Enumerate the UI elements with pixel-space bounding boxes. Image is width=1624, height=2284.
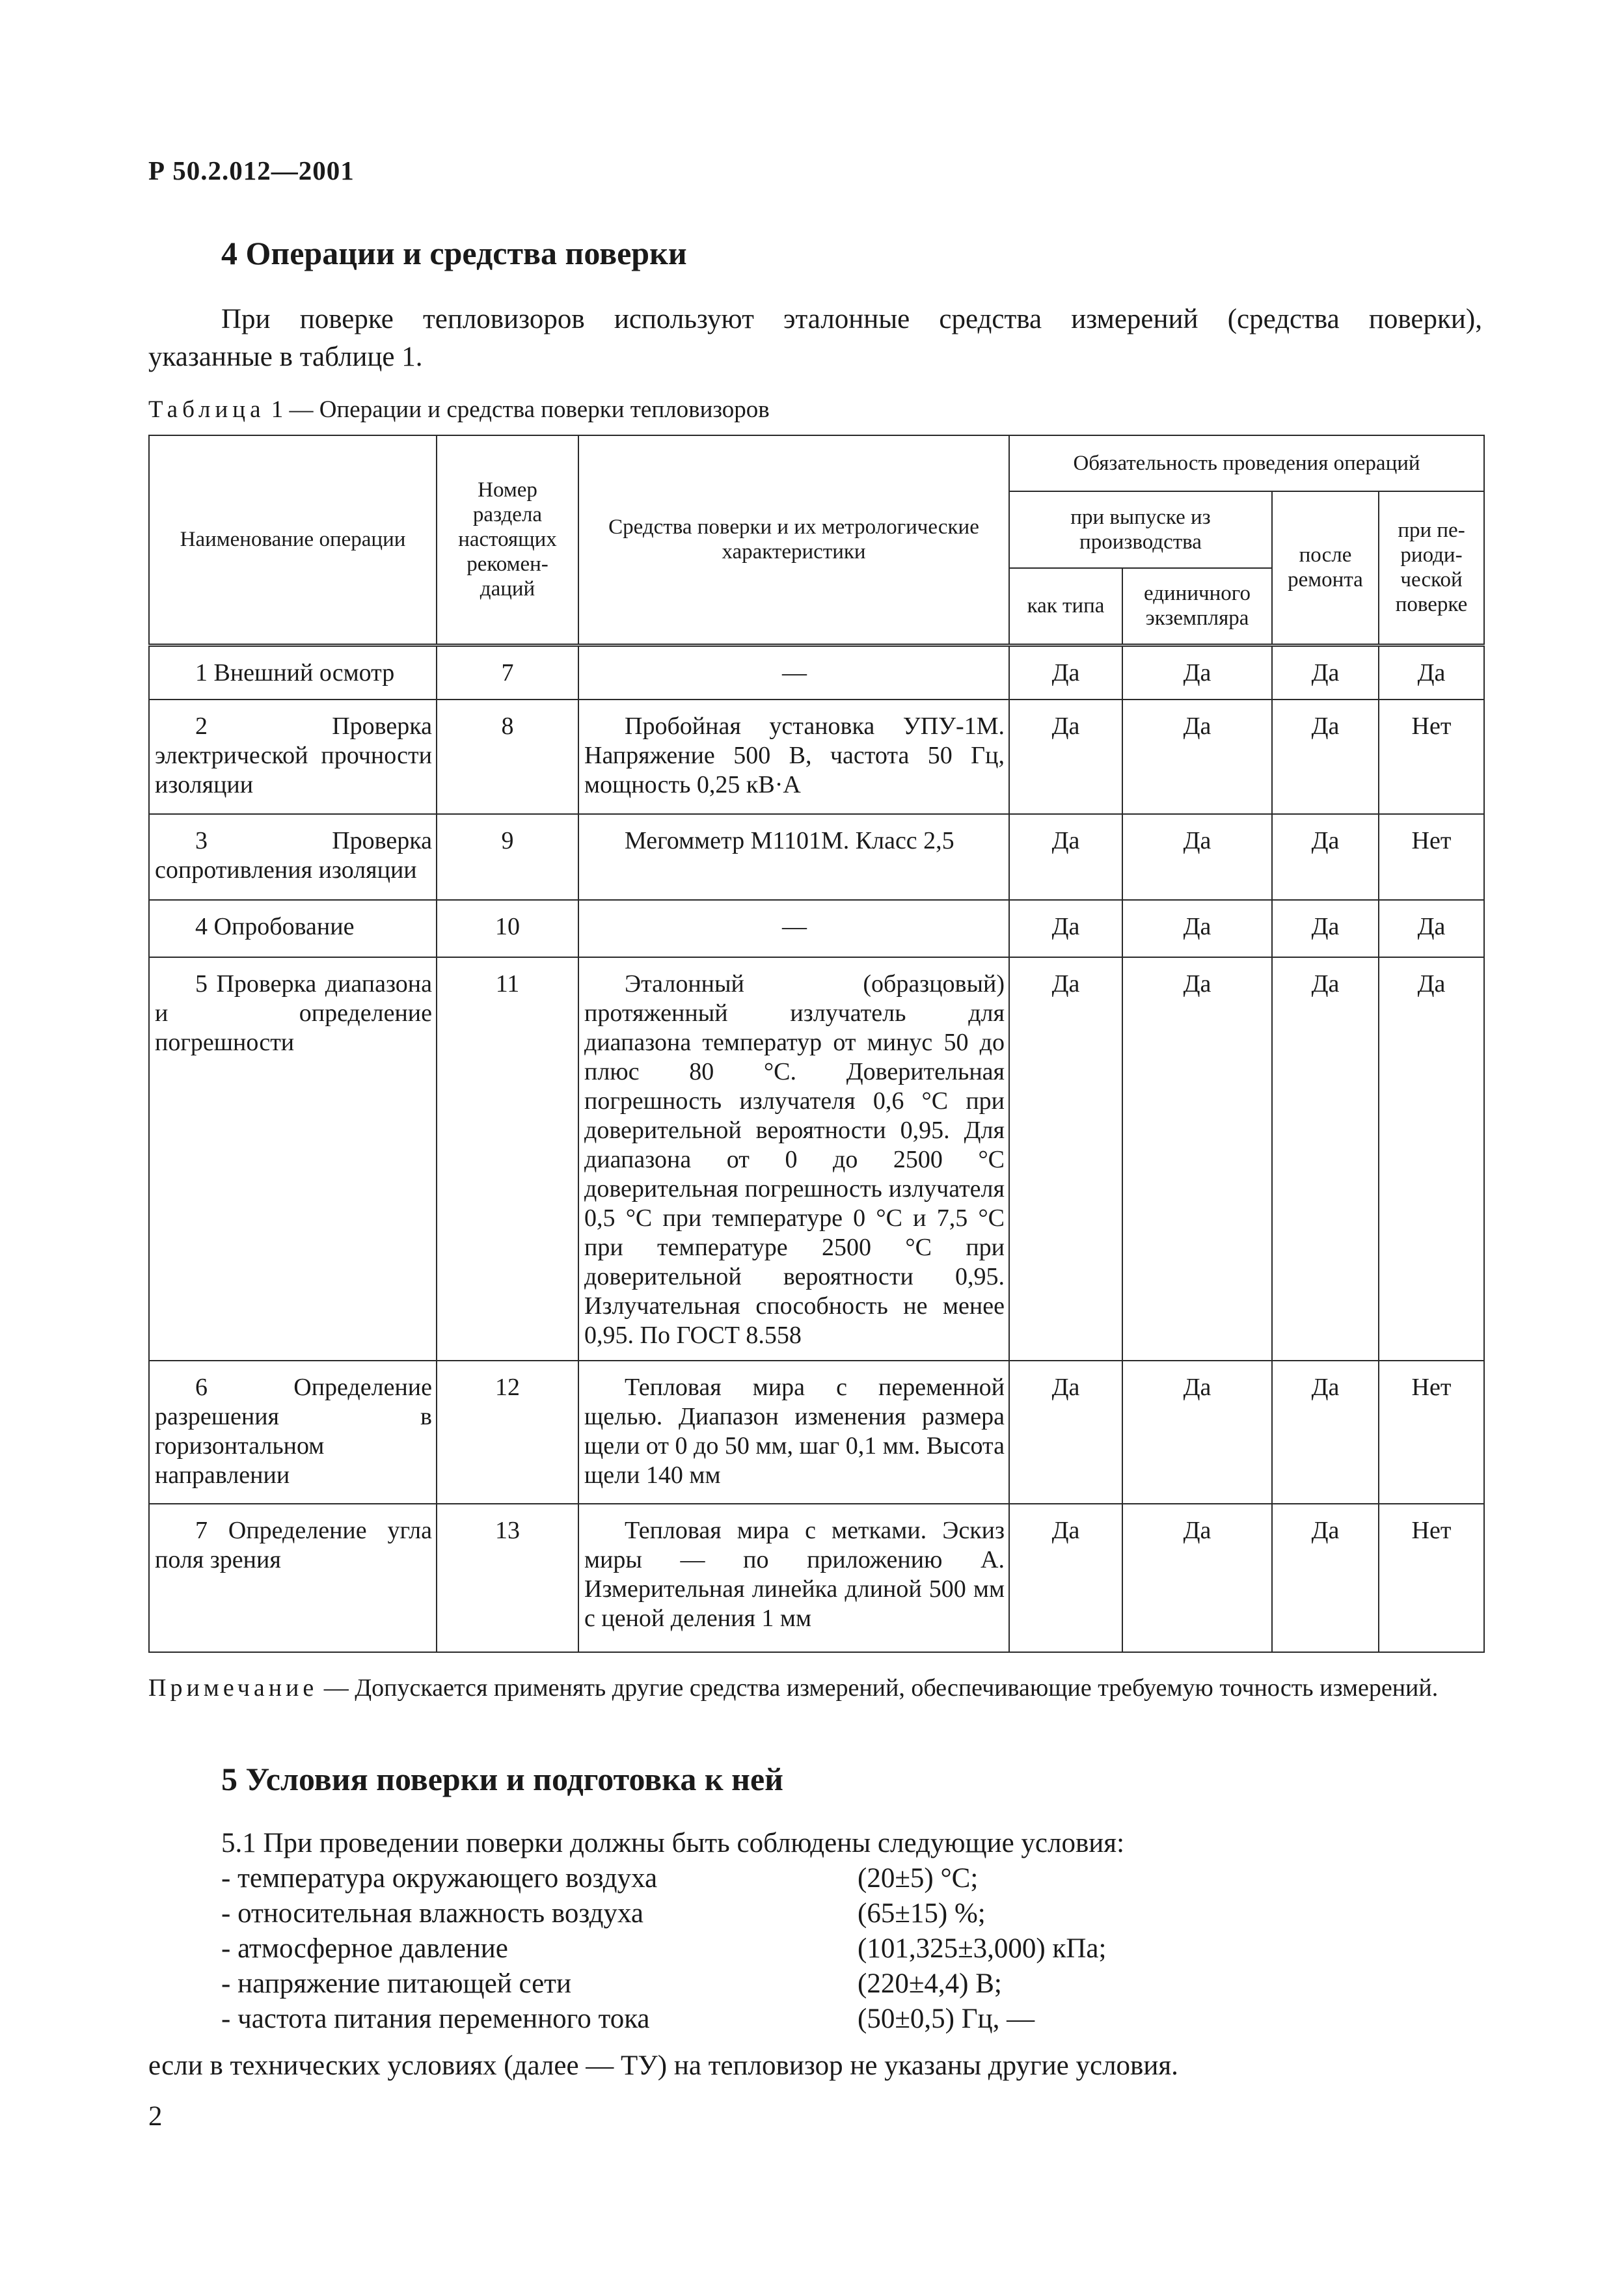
row-name: 1 Внешний осмотр [149, 645, 437, 700]
condition-label: - относительная влажность воздуха [221, 1898, 643, 1929]
row-single: Да [1122, 700, 1272, 814]
row-type: Да [1009, 700, 1122, 814]
row-name: 3 Проверка сопротивления изоляции [149, 814, 437, 900]
intro-line-2: указанные в таблице 1. [148, 342, 423, 372]
table-row [149, 957, 1484, 1361]
header-obligation: Обязательность проведения операций [1009, 435, 1484, 491]
table-row [149, 900, 1484, 957]
section-4-intro [148, 301, 1482, 376]
row-single: Да [1122, 1504, 1272, 1652]
row-after-repair: Да [1272, 645, 1379, 700]
row-name: 7 Определение угла поля зрения [149, 1504, 437, 1652]
row-section: 13 [437, 1504, 578, 1652]
table-row [149, 645, 1484, 700]
clause-5-1: 5.1 При проведении поверки должны быть соблюдены следующие условия: [221, 1828, 1125, 1858]
row-single: Да [1122, 957, 1272, 1361]
row-means: — [578, 900, 1009, 957]
condition-label: - частота питания переменного тока [221, 2004, 650, 2034]
row-periodic: Нет [1379, 814, 1484, 900]
header-type: как типа [1009, 568, 1122, 645]
section-5-title: 5 Условия поверки и подготовка к ней [221, 1761, 783, 1797]
condition-value: (101,325±3,000) кПа; [858, 1933, 1107, 1964]
table-caption-text: 1 — Операции и средства поверки тепловизоров [271, 396, 770, 423]
row-type: Да [1009, 957, 1122, 1361]
row-after-repair: Да [1272, 957, 1379, 1361]
condition-item [221, 1862, 979, 1894]
note-label: Примечание [148, 1674, 318, 1702]
row-means: Тепловая мира с переменной щелью. Диапазон изменения размера щели от 0 до 50 мм, шаг 0,1 мм. Высота щели 140 мм [578, 1361, 1009, 1504]
row-section: 9 [437, 814, 578, 900]
row-periodic: Нет [1379, 1504, 1484, 1652]
row-name: 6 Определение разрешения в горизонтальном направлении [149, 1361, 437, 1504]
condition-item [221, 1897, 986, 1929]
row-single: Да [1122, 645, 1272, 700]
condition-label: - температура окружающего воздуха [221, 1863, 658, 1894]
row-means: Тепловая мира с метками. Эскиз миры — по приложению А. Измерительная линейка длиной 500 мм с ценой деления 1 мм [578, 1504, 1009, 1652]
row-name: 2 Проверка электрической прочности изоляции [149, 700, 437, 814]
row-single: Да [1122, 900, 1272, 957]
row-section: 11 [437, 957, 578, 1361]
condition-label: - напряжение питающей сети [221, 1968, 571, 1999]
row-section: 7 [437, 645, 578, 700]
intro-line-1: При поверке тепловизоров используют эталонные средства измерений (средства поверки), [221, 304, 1482, 334]
header-periodic: при пе-риоди-ческой поверке [1379, 491, 1484, 645]
row-after-repair: Да [1272, 814, 1379, 900]
row-means: — [578, 645, 1009, 700]
note-text: — Допускается применять другие средства измерений, обеспечивающие требуемую точность измерений. [318, 1674, 1439, 1702]
table-row [149, 1361, 1484, 1504]
table-row [149, 1504, 1484, 1652]
page-number: 2 [148, 2101, 163, 2132]
row-means: Эталонный (образцовый) протяженный излучатель для диапазона температур от минус 50 до плюс 80 °С. Доверительная погрешность излучателя 0,6 °С при доверительной вероятности 0,95. Для диапазона от 0 до 2500 °С доверительная погрешность излучателя 0,5 °С при температуре 0 °С и 7,5 °С при температуре 2500 °С при доверительной вероятности 0,95. Излучательная способность не менее 0,95. По ГОСТ 8.558 [578, 957, 1009, 1361]
condition-item [221, 2003, 1035, 2035]
condition-item [221, 1933, 1107, 1965]
row-name: 5 Проверка диапазона и определение погрешности [149, 957, 437, 1361]
row-periodic: Нет [1379, 1361, 1484, 1504]
header-name: Наименование операции [149, 435, 437, 645]
table-caption [148, 396, 770, 424]
row-periodic: Да [1379, 645, 1484, 700]
row-after-repair: Да [1272, 1504, 1379, 1652]
row-type: Да [1009, 900, 1122, 957]
row-means: Мегомметр М1101М. Класс 2,5 [578, 814, 1009, 900]
row-after-repair: Да [1272, 900, 1379, 957]
operations-table [148, 435, 1485, 1653]
table-note [148, 1671, 1483, 1705]
row-type: Да [1009, 814, 1122, 900]
row-section: 8 [437, 700, 578, 814]
row-section: 12 [437, 1361, 578, 1504]
row-section: 10 [437, 900, 578, 957]
row-type: Да [1009, 1361, 1122, 1504]
condition-label: - атмосферное давление [221, 1933, 508, 1964]
header-release: при выпуске из производства [1009, 491, 1272, 568]
table-caption-label: Таблица [148, 396, 265, 423]
document-code: Р 50.2.012—2001 [148, 156, 355, 185]
condition-value: (50±0,5) Гц, — [858, 2004, 1035, 2034]
header-section: Номер раздела настоящих рекомен-даций [437, 435, 578, 645]
row-after-repair: Да [1272, 700, 1379, 814]
row-after-repair: Да [1272, 1361, 1379, 1504]
section-4-title: 4 Операции и средства поверки [221, 235, 687, 271]
header-means: Средства поверки и их метрологические характеристики [578, 435, 1009, 645]
row-single: Да [1122, 814, 1272, 900]
row-means: Пробойная установка УПУ-1М. Напряжение 500 В, частота 50 Гц, мощность 0,25 кВ·А [578, 700, 1009, 814]
table-row [149, 700, 1484, 814]
condition-value: (20±5) °С; [858, 1863, 979, 1894]
row-name: 4 Опробование [149, 900, 437, 957]
header-single: единичного экземпляра [1122, 568, 1272, 645]
condition-item [221, 1968, 1002, 2000]
row-periodic: Да [1379, 900, 1484, 957]
row-periodic: Да [1379, 957, 1484, 1361]
row-periodic: Нет [1379, 700, 1484, 814]
conditions-tail: если в технических условиях (далее — ТУ) на тепловизор не указаны другие условия. [148, 2050, 1178, 2081]
row-type: Да [1009, 645, 1122, 700]
header-after-repair: после ремонта [1272, 491, 1379, 645]
condition-value: (220±4,4) В; [858, 1968, 1002, 1999]
table-row [149, 814, 1484, 900]
condition-value: (65±15) %; [858, 1898, 986, 1929]
row-type: Да [1009, 1504, 1122, 1652]
row-single: Да [1122, 1361, 1272, 1504]
